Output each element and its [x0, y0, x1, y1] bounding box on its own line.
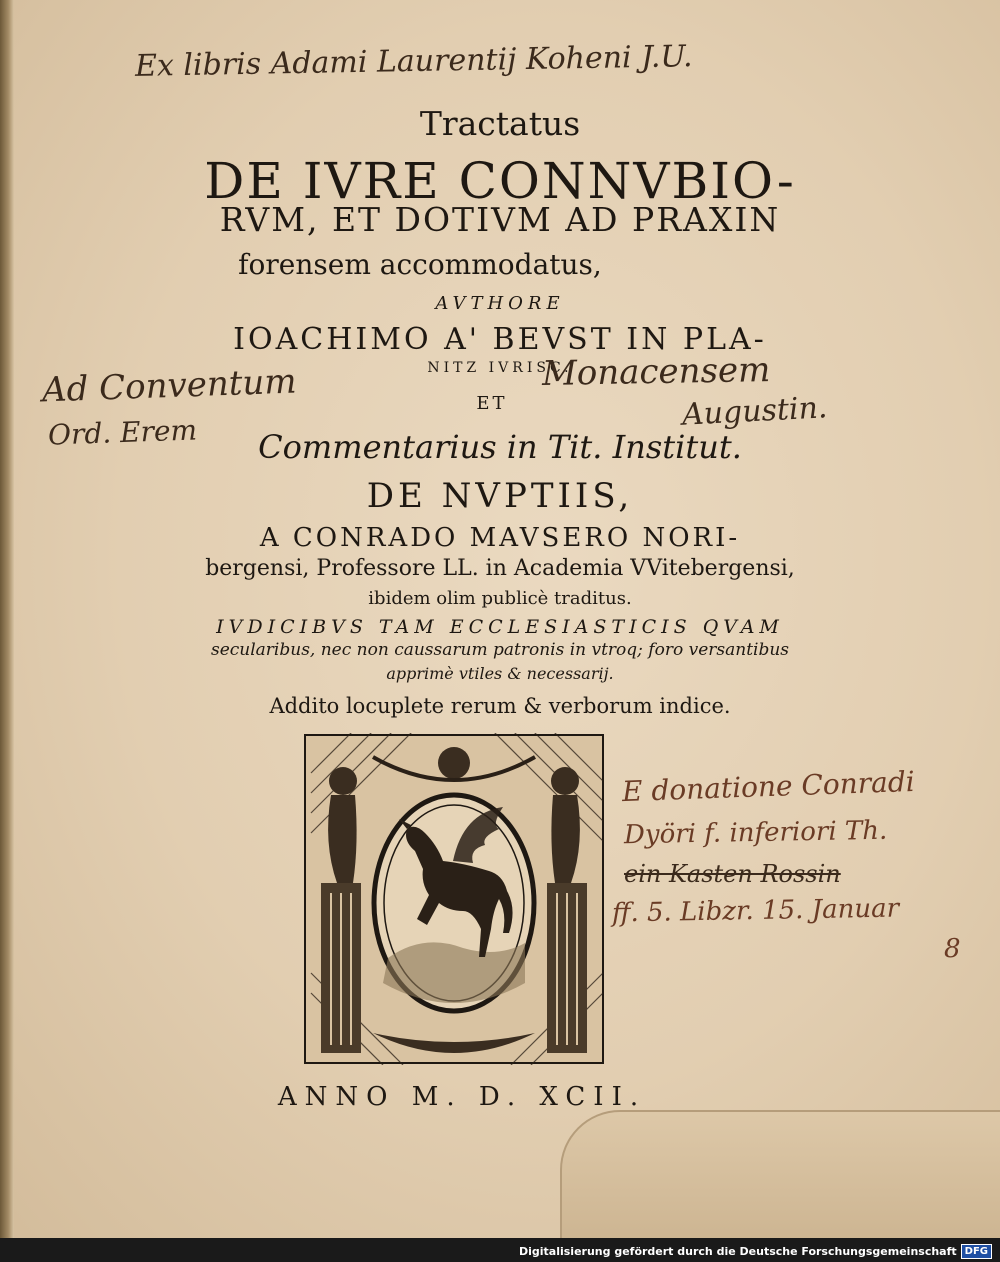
digitization-footer [519, 1242, 992, 1260]
inscription-donation-2: Dyöri f. inferiori Th. [623, 815, 888, 851]
title-line-addito: Addito locuplete rerum & verborum indice. [269, 694, 731, 718]
inscription-monacensem: Monacensem [541, 350, 771, 394]
title-line-apprime: apprimè vtiles & necessarij. [386, 664, 614, 683]
title-line-rvm: RVM, ET DOTIVM AD PRAXIN [219, 200, 781, 239]
title-line-authore: AVTHORE [435, 293, 565, 314]
woodcut-mask [438, 747, 470, 779]
inscription-augustin: Augustin. [681, 390, 829, 433]
imprint-year: ANNO M. D. XCII. [277, 1082, 647, 1112]
title-line-iurisc: NITZ IVRISC. [427, 360, 573, 376]
title-line-ibidem: ibidem olim publicè traditus. [368, 588, 632, 609]
title-line-de-ivre: DE IVRE CONNVBIO- [204, 152, 796, 210]
inscription-ord-erem: Ord. Erem [47, 413, 198, 452]
ex-libris-inscription: Ex libris Adami Laurentij Koheni J.U. [134, 39, 693, 84]
title-line-commentarius: Commentarius in Tit. Institut. [258, 428, 742, 466]
title-line-forensem: forensem accommodatus, [238, 248, 602, 281]
footer-text: Digitalisierung gefördert durch die Deutsche Forschungsgemeinschaft [518, 1244, 957, 1258]
title-line-de-nuptiis: DE NVPTIIS, [366, 476, 634, 516]
inscription-ad-conventum: Ad Conventum [41, 361, 298, 411]
cherub-left [328, 767, 357, 883]
inscription-donation-4: ff. 5. Libzr. 15. Januar [611, 893, 900, 929]
title-line-conrado: A CONRADO MAVSERO NORI- [259, 523, 741, 553]
title-line-secularibus: secularibus, nec non caussarum patronis in vtroq; foro versantibus [210, 640, 790, 660]
title-line-tractatus: Tractatus [419, 104, 581, 143]
inscription-struck-line: ein Kasten Rossin [624, 860, 841, 888]
printers-device-woodcut [303, 733, 605, 1065]
title-line-author: IOACHIMO A' BEVST IN PLA- [233, 322, 767, 357]
inscription-donation-1: E donatione Conradi [621, 764, 916, 809]
title-line-ivdicibvs: IVDICIBVS TAM ECCLESIASTICIS QVAM [216, 616, 784, 638]
inscription-donation-5: 8 [944, 934, 961, 964]
cherub-right [551, 767, 580, 883]
title-line-et: ET [476, 393, 508, 414]
dfg-logo: DFG [961, 1244, 992, 1259]
title-line-bergensi: bergensi, Professore LL. in Academia VVitebergensi, [205, 556, 795, 581]
page-tear [560, 1110, 1000, 1238]
